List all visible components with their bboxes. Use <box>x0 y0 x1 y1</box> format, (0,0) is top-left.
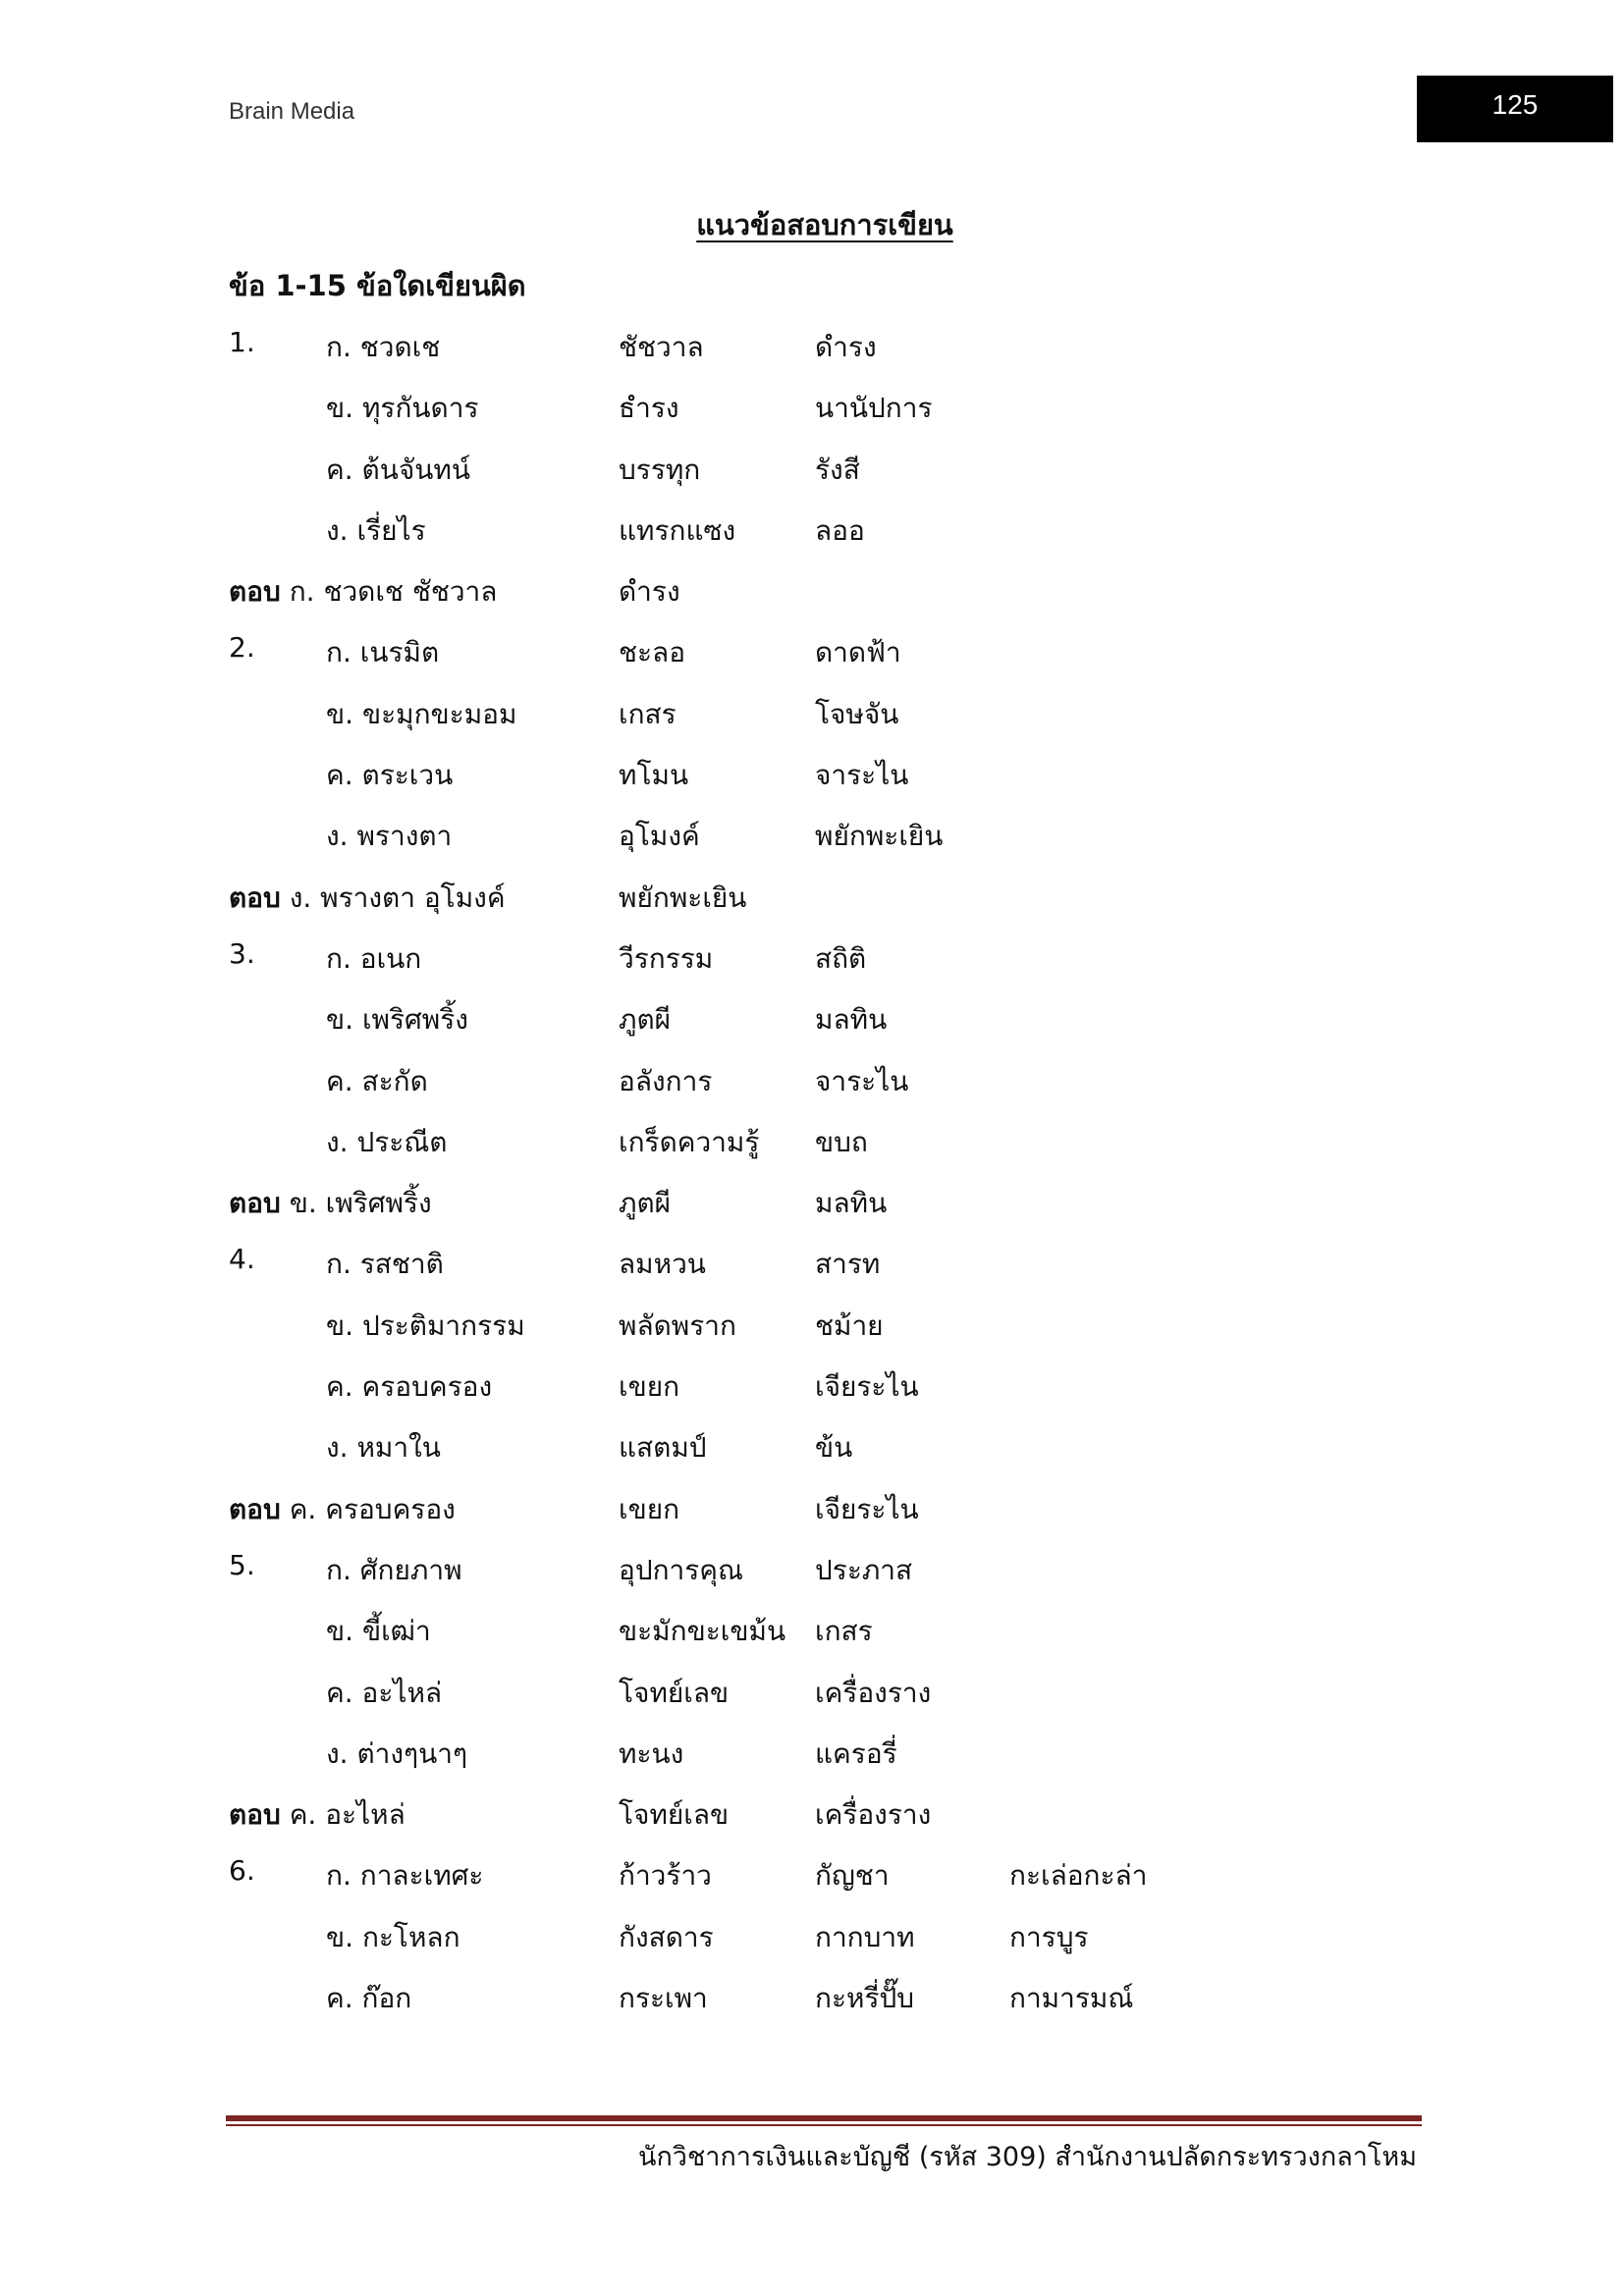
option-label: ค. ตระเวน <box>326 759 454 792</box>
option-label: ค. อะไหล่ <box>326 1676 443 1709</box>
answer-word: ภูตผี <box>619 1187 672 1220</box>
answer-row <box>0 1782 1624 1842</box>
option-word: เกสร <box>815 1615 873 1648</box>
option-word: เกสร <box>619 697 677 730</box>
option-label: ก. กาละเทศะ <box>326 1859 484 1893</box>
option-word: ก้าวร้าว <box>619 1859 712 1893</box>
answer-label: ตอบ <box>229 881 281 914</box>
question-option-row <box>0 1354 1624 1415</box>
page-title: แนวข้อสอบการเขียน <box>696 208 953 241</box>
answer-text <box>229 1793 406 1837</box>
option-label: ง. ประณีต <box>326 1125 448 1158</box>
option-label: ค. สะกัด <box>326 1064 428 1097</box>
question-number: 2. <box>229 631 255 665</box>
option-word: มลทิน <box>815 1003 888 1037</box>
option-word: กระเพา <box>619 1982 708 2015</box>
option-word: ธำรง <box>619 392 679 425</box>
question-option-row <box>0 437 1624 498</box>
question-option-row <box>0 681 1624 742</box>
answer-word: มลทิน <box>815 1187 888 1220</box>
option-label: ง. พรางตา <box>326 820 453 853</box>
option-word: ลออ <box>815 513 865 547</box>
option-word: ขะมักขะเขม้น <box>619 1615 786 1648</box>
option-word: อุโมงค์ <box>619 820 700 853</box>
question-option-row <box>0 803 1624 864</box>
option-word: โจษจัน <box>815 697 899 730</box>
option-word: ทะนง <box>619 1736 684 1770</box>
question-list <box>0 314 1624 2026</box>
answer-text <box>229 1182 432 1225</box>
option-label: ข. ประติมากรรม <box>326 1308 525 1342</box>
answer-label: ตอบ <box>229 575 281 609</box>
option-word: การบูร <box>1009 1920 1089 1953</box>
answer-word: เขยก <box>619 1492 680 1525</box>
answer-text <box>229 1488 456 1531</box>
answer-row <box>0 1170 1624 1231</box>
option-label: ง. เรี่ยไร <box>326 513 426 547</box>
option-word: กะหรี่ปั๊บ <box>815 1982 915 2015</box>
option-word: พลัดพราก <box>619 1308 736 1342</box>
answer-choice: ก. ชวดเช ชัชวาล <box>289 575 498 609</box>
option-label: ก. อเนก <box>326 941 422 975</box>
option-label: ง. หมาใน <box>326 1431 441 1465</box>
question-number: 5. <box>229 1548 255 1581</box>
option-word: แครอรี่ <box>815 1736 897 1770</box>
question-number: 1. <box>229 326 255 358</box>
option-word: แทรกแซง <box>619 513 736 547</box>
question-option-row <box>0 498 1624 559</box>
question-option-row <box>0 1048 1624 1109</box>
option-word: พยักพะเยิน <box>815 820 944 853</box>
option-label: ค. ต้นจันทน์ <box>326 453 470 486</box>
question-option-row <box>0 1904 1624 1965</box>
option-word: เครื่องราง <box>815 1676 932 1709</box>
question-number: 3. <box>229 936 255 970</box>
question-option-row <box>0 1415 1624 1475</box>
option-word: แสตมป์ <box>619 1431 707 1465</box>
option-label: ค. ครอบครอง <box>326 1370 493 1404</box>
option-word: อลังการ <box>619 1064 713 1097</box>
question-option-row <box>0 926 1624 987</box>
answer-word: เครื่องราง <box>815 1798 932 1832</box>
page-number-badge: 125 <box>1417 76 1613 142</box>
option-word: วีรกรรม <box>619 941 714 975</box>
option-label: ก. เนรมิต <box>326 636 440 669</box>
question-option-row <box>0 619 1624 680</box>
option-word: กังสดาร <box>619 1920 714 1953</box>
question-option-row <box>0 1965 1624 2026</box>
option-word: ชม้าย <box>815 1308 884 1342</box>
option-word: ดาดฟ้า <box>815 636 901 669</box>
option-label: ก. รสชาติ <box>326 1248 444 1281</box>
answer-row <box>0 559 1624 619</box>
question-option-row <box>0 1293 1624 1354</box>
option-word: จาระไน <box>815 1064 909 1097</box>
option-label: ข. ขี้เฒ่า <box>326 1615 431 1648</box>
option-label: ค. ก๊อก <box>326 1982 412 2015</box>
option-word: เกร็ดความรู้ <box>619 1125 760 1158</box>
option-word: กากบาท <box>815 1920 915 1953</box>
option-word: อุปการคุณ <box>619 1553 744 1586</box>
option-word: เจียระไน <box>815 1370 919 1404</box>
option-label: ข. ทุรกันดาร <box>326 392 479 425</box>
option-label: ข. เพริศพริ้ง <box>326 1003 468 1037</box>
option-word: ชะลอ <box>619 636 686 669</box>
option-label: ก. ศักยภาพ <box>326 1553 462 1586</box>
question-option-row <box>0 1660 1624 1721</box>
option-word: ประภาส <box>815 1553 913 1586</box>
option-word: ชัชวาล <box>619 331 704 363</box>
question-number: 4. <box>229 1243 255 1276</box>
question-option-row <box>0 314 1624 375</box>
option-word: ลมหวน <box>619 1248 706 1281</box>
exam-instruction: ข้อ 1-15 ข้อใดเขียนผิด <box>229 269 526 302</box>
question-option-row <box>0 1721 1624 1782</box>
answer-row <box>0 1476 1624 1537</box>
question-option-row <box>0 1537 1624 1598</box>
option-word: สถิติ <box>815 941 867 975</box>
answer-choice: ค. ครอบครอง <box>289 1492 456 1525</box>
option-word: จาระไน <box>815 759 909 792</box>
question-option-row <box>0 375 1624 436</box>
question-number: 6. <box>229 1854 255 1888</box>
question-option-row <box>0 1109 1624 1170</box>
option-word: ภูตผี <box>619 1003 672 1037</box>
footer-divider <box>226 2115 1422 2121</box>
option-word: สารท <box>815 1248 881 1281</box>
option-label: ข. กะโหลก <box>326 1920 460 1953</box>
option-label: ข. ขะมุกขะมอม <box>326 697 517 730</box>
answer-choice: ข. เพริศพริ้ง <box>289 1187 432 1220</box>
answer-row <box>0 865 1624 926</box>
answer-label: ตอบ <box>229 1492 281 1525</box>
option-label: ก. ชวดเช <box>326 331 441 363</box>
option-word: เขยก <box>619 1370 680 1404</box>
option-word: นานัปการ <box>815 392 933 425</box>
answer-text <box>229 877 506 920</box>
answer-word: พยักพะเยิน <box>619 881 747 914</box>
answer-word: ดำรง <box>619 575 680 609</box>
option-word: รังสี <box>815 453 860 486</box>
question-option-row <box>0 987 1624 1047</box>
footer-text: นักวิชาการเงินและบัญชี (รหัส 309) สำนักงานปลัดกระทรวงกลาโหม <box>638 2142 1417 2172</box>
option-word: กามารมณ์ <box>1009 1982 1134 2015</box>
answer-choice: ง. พรางตา อุโมงค์ <box>289 881 506 914</box>
question-option-row <box>0 1842 1624 1903</box>
answer-word: เจียระไน <box>815 1492 919 1525</box>
option-word: ข้น <box>815 1431 853 1465</box>
option-word: กะเล่อกะล่า <box>1009 1859 1148 1893</box>
option-word: ดำรง <box>815 331 877 363</box>
question-option-row <box>0 742 1624 803</box>
option-word: ขบถ <box>815 1125 868 1158</box>
option-word: กัญชา <box>815 1859 890 1893</box>
footer-divider-thin <box>226 2124 1422 2126</box>
answer-word: โจทย์เลข <box>619 1798 730 1832</box>
answer-label: ตอบ <box>229 1187 281 1220</box>
header-brand: Brain Media <box>229 98 355 125</box>
option-word: ทโมน <box>619 759 689 792</box>
question-option-row <box>0 1231 1624 1292</box>
option-word: บรรทุก <box>619 453 701 486</box>
answer-label: ตอบ <box>229 1798 281 1832</box>
question-option-row <box>0 1598 1624 1659</box>
answer-choice: ค. อะไหล่ <box>289 1798 406 1832</box>
option-label: ง. ต่างๆนาๆ <box>326 1736 467 1770</box>
answer-text <box>229 570 497 614</box>
option-word: โจทย์เลข <box>619 1676 730 1709</box>
